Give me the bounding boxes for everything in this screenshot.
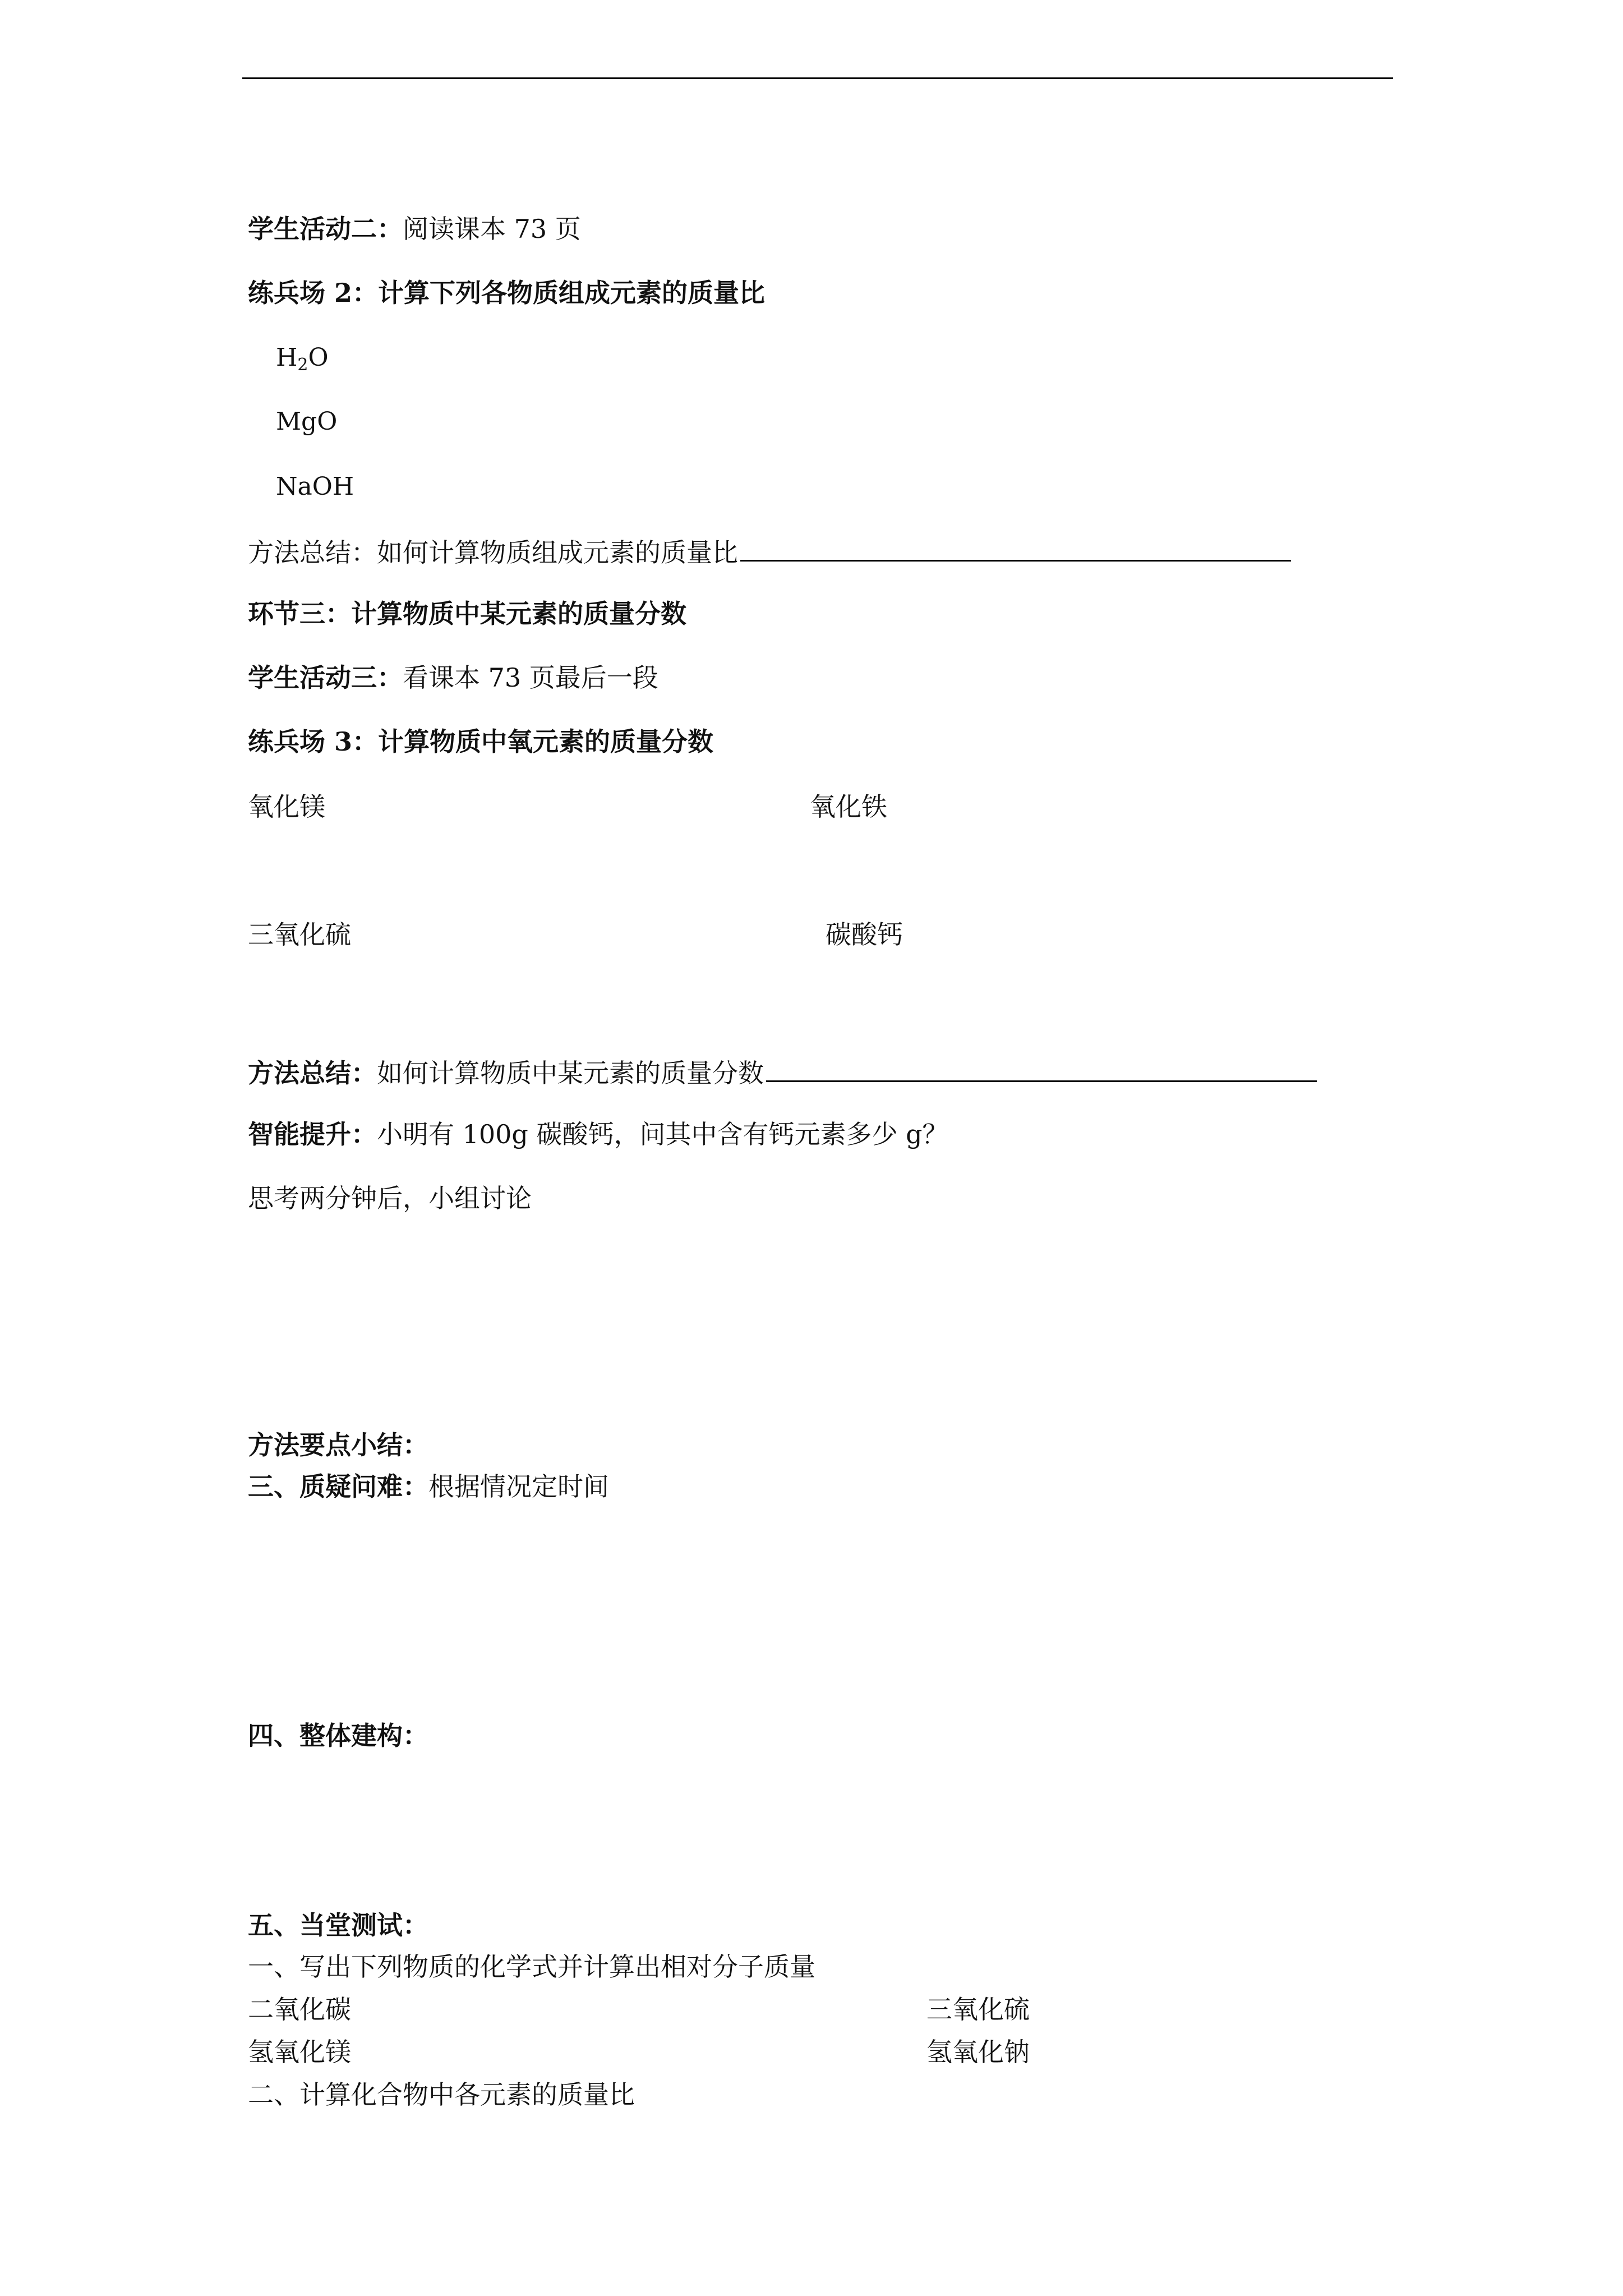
- section-overall-build: 四、整体建构：: [248, 1720, 428, 1751]
- method-summary-2: [248, 1055, 1317, 1089]
- test-item-right-1: 三氧化硫: [926, 1994, 1030, 2024]
- formula-h2o-o: O: [308, 343, 329, 372]
- oxygen-item-right-1: 氧化铁: [810, 792, 887, 822]
- practice-2-text: 计算下列各物质组成元素的质量比: [378, 278, 766, 308]
- section-class-test: 五、当堂测试：: [248, 1910, 428, 1940]
- oxygen-item-left-2: 三氧化硫: [248, 919, 351, 950]
- section-question-text: 根据情况定时间: [428, 1471, 609, 1502]
- method-summary-1: [248, 534, 1291, 568]
- method-summary-2-text: 如何计算物质中某元素的质量分数: [377, 1058, 764, 1088]
- practice-2-label: 练兵场 2：: [248, 278, 379, 308]
- activity-3-label: 学生活动三：: [248, 662, 403, 693]
- formula-mgo: MgO: [276, 407, 338, 436]
- activity-2-text: 阅读课本 73 页: [403, 214, 581, 244]
- answer-blank-1[interactable]: [740, 534, 1291, 562]
- practice-3-label: 练兵场 3：: [248, 726, 379, 757]
- activity-3-text: 看课本 73 页最后一段: [403, 662, 658, 693]
- group-discussion: 思考两分钟后，小组讨论: [248, 1183, 532, 1213]
- practice-2-heading: [248, 277, 765, 309]
- test-item-left-2: 氢氧化镁: [248, 2037, 351, 2067]
- smart-upgrade-text: 小明有 100g 碳酸钙，问其中含有钙元素多少 g？: [377, 1119, 948, 1149]
- formula-h2o: [276, 342, 329, 381]
- student-activity-3: [248, 662, 658, 693]
- test-question-1: 一、写出下列物质的化学式并计算出相对分子质量: [248, 1952, 815, 1982]
- smart-upgrade-label: 智能提升：: [248, 1119, 377, 1149]
- oxygen-item-left-1: 氧化镁: [248, 792, 325, 822]
- answer-blank-2[interactable]: [766, 1055, 1317, 1082]
- method-points-summary: 方法要点小结：: [248, 1430, 428, 1460]
- test-item-left-1: 二氧化碳: [248, 1994, 351, 2024]
- activity-2-label: 学生活动二：: [248, 214, 403, 244]
- test-question-2: 二、计算化合物中各元素的质量比: [248, 2079, 635, 2110]
- method-summary-2-label: 方法总结：: [248, 1058, 377, 1088]
- student-activity-2: [248, 213, 581, 245]
- header-rule: [242, 77, 1393, 79]
- practice-3-text: 计算物质中氧元素的质量分数: [378, 726, 714, 757]
- section-question: [248, 1471, 609, 1502]
- formula-naoh: NaOH: [276, 472, 354, 501]
- smart-upgrade: [248, 1119, 948, 1150]
- method-summary-1-text: 方法总结：如何计算物质组成元素的质量比: [248, 537, 738, 568]
- section-3-label: 环节三：: [248, 599, 351, 629]
- section-3-heading: [248, 598, 686, 629]
- formula-h2o-h: H: [276, 343, 298, 372]
- section-3-text: 计算物质中某元素的质量分数: [351, 599, 686, 629]
- formula-h2o-subscript: 2: [297, 355, 308, 375]
- test-item-right-2: 氢氧化钠: [926, 2037, 1030, 2067]
- oxygen-item-right-2: 碳酸钙: [826, 919, 903, 950]
- section-question-label: 三、质疑问难：: [248, 1471, 428, 1502]
- practice-3-heading: [248, 726, 713, 757]
